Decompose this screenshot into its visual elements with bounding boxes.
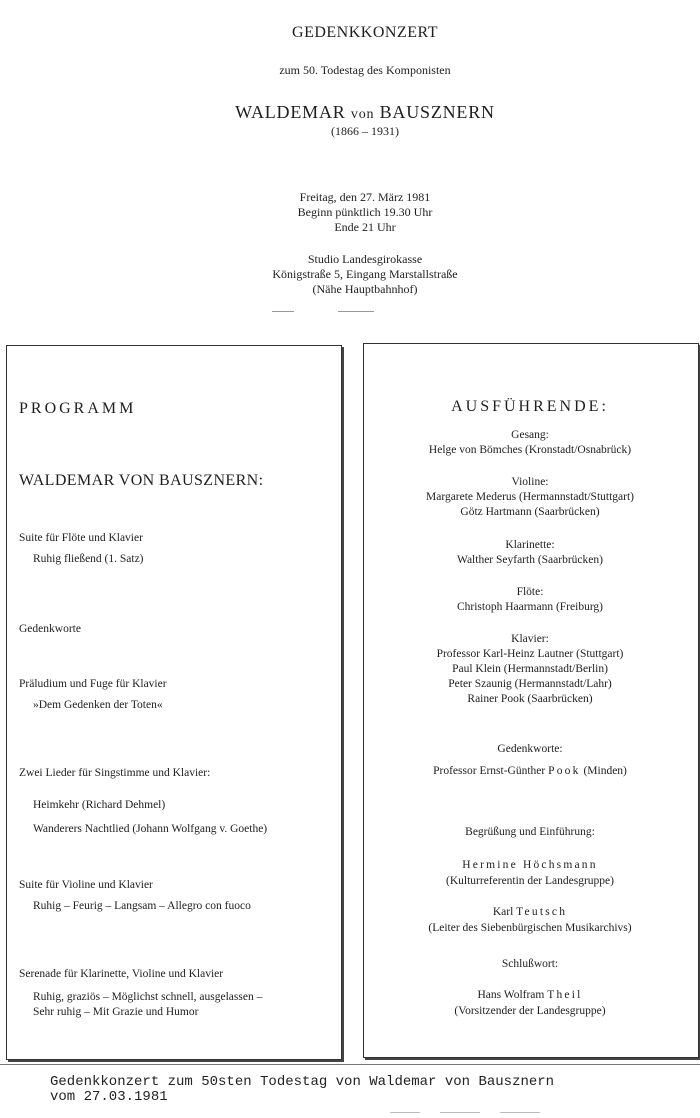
performer-role: Gesang: bbox=[511, 429, 549, 441]
performer-role: Flöte: bbox=[516, 586, 544, 598]
program-item-detail: Ruhig fließend (1. Satz) bbox=[33, 553, 144, 565]
divider bbox=[440, 1112, 480, 1113]
performer-name-prefix: Professor Ernst-Günther bbox=[433, 765, 546, 777]
performer-name bbox=[363, 765, 697, 777]
program-item-title: Serenade für Klarinette, Violine und Klavier bbox=[19, 968, 224, 980]
performer-name: Helge von Bömches (Kronstadt/Osnabrück) bbox=[428, 444, 632, 456]
performer-surname: Theil bbox=[547, 989, 583, 1001]
performer-name bbox=[363, 906, 697, 918]
program-item-detail: Heimkehr (Richard Dehmel) bbox=[33, 799, 166, 811]
performer-name bbox=[363, 989, 697, 1001]
program-item-detail: »Dem Gedenken der Toten« bbox=[33, 699, 163, 711]
program-item-title: Suite für Violine und Klavier bbox=[19, 879, 153, 891]
performer-name: Rainer Pook (Saarbrücken) bbox=[467, 693, 593, 705]
program-item-detail: Ruhig, graziös – Möglichst schnell, ausgelassen – bbox=[33, 991, 263, 1003]
performers-heading: AUSFÜHRENDE: bbox=[451, 398, 609, 415]
performer-name: Hermine Höchsmann bbox=[462, 859, 598, 871]
program-item-detail: Sehr ruhig – Mit Grazie und Humor bbox=[33, 1006, 199, 1018]
performer-name: Peter Szaunig (Hermannstadt/Lahr) bbox=[448, 678, 612, 690]
program-item-title: Zwei Lieder für Singstimme und Klavier: bbox=[19, 767, 211, 779]
performer-role: Gedenkworte: bbox=[497, 743, 563, 755]
performer-name: Paul Klein (Hermannstadt/Berlin) bbox=[452, 663, 608, 675]
venue-address: Königstraße 5, Eingang Marstallstraße bbox=[272, 267, 458, 281]
performer-name: Christoph Haarmann (Freiburg) bbox=[456, 601, 604, 613]
program-item-title: Präludium und Fuge für Klavier bbox=[19, 678, 167, 690]
caption-line: vom 27.03.1981 bbox=[50, 1089, 168, 1105]
composer-first-name: WALDEMAR bbox=[235, 102, 346, 122]
divider bbox=[272, 311, 294, 312]
divider bbox=[390, 1112, 420, 1113]
performer-role: Klavier: bbox=[511, 633, 549, 645]
event-start: Beginn pünktlich 19.30 Uhr bbox=[297, 205, 433, 219]
performer-name: Professor Karl-Heinz Lautner (Stuttgart) bbox=[436, 648, 624, 660]
program-item-title: Suite für Flöte und Klavier bbox=[19, 532, 143, 544]
performer-description: (Vorsitzender der Landesgruppe) bbox=[454, 1005, 606, 1017]
composer-last-name: BAUSZNERN bbox=[379, 102, 495, 122]
divider bbox=[338, 311, 374, 312]
performer-first-name: Karl bbox=[492, 906, 514, 918]
composer-years: (1866 – 1931) bbox=[331, 124, 399, 138]
program-item-detail: Ruhig – Feurig – Langsam – Allegro con fuoco bbox=[33, 900, 251, 912]
performer-surname: Teutsch bbox=[516, 906, 568, 918]
performer-description: (Leiter des Siebenbürgischen Musikarchivs) bbox=[428, 922, 632, 934]
composer-name bbox=[0, 102, 700, 123]
page-edge-line bbox=[0, 1064, 700, 1065]
composer-von: von bbox=[350, 107, 375, 122]
performer-role: Klarinette: bbox=[505, 539, 555, 551]
performer-role: Begrüßung und Einführung: bbox=[465, 826, 595, 838]
performer-name: Margarete Mederus (Hermannstadt/Stuttgart) bbox=[426, 491, 634, 503]
performer-name-suffix: (Minden) bbox=[583, 765, 627, 777]
program-item-title: Gedenkworte bbox=[19, 623, 81, 635]
performer-description: (Kulturreferentin der Landesgruppe) bbox=[446, 875, 614, 887]
concert-title: GEDENKKONZERT bbox=[292, 24, 438, 41]
event-end: Ende 21 Uhr bbox=[334, 220, 396, 234]
performer-name: Walther Seyfarth (Saarbrücken) bbox=[457, 554, 603, 566]
event-date: Freitag, den 27. März 1981 bbox=[299, 190, 431, 204]
venue-note: (Nähe Hauptbahnhof) bbox=[312, 282, 418, 296]
performer-surname: Pook bbox=[548, 765, 581, 777]
performer-role: Violine: bbox=[511, 476, 549, 488]
program-composer: WALDEMAR VON BAUSZNERN: bbox=[19, 472, 264, 489]
program-item-detail: Wanderers Nachtlied (Johann Wolfgang v. Goethe) bbox=[33, 823, 268, 835]
performer-first-name: Hans Wolfram bbox=[477, 989, 545, 1001]
program-heading: PROGRAMM bbox=[19, 400, 137, 417]
typewritten-caption bbox=[50, 1075, 690, 1105]
venue-name: Studio Landesgirokasse bbox=[307, 252, 423, 266]
divider bbox=[500, 1112, 540, 1113]
caption-line: Gedenkkonzert zum 50sten Todestag von Waldemar von Bausznern bbox=[50, 1074, 555, 1090]
performer-role: Schlußwort: bbox=[501, 958, 559, 970]
performer-name: Götz Hartmann (Saarbrücken) bbox=[460, 506, 600, 518]
concert-subtitle: zum 50. Todestag des Komponisten bbox=[279, 63, 451, 77]
